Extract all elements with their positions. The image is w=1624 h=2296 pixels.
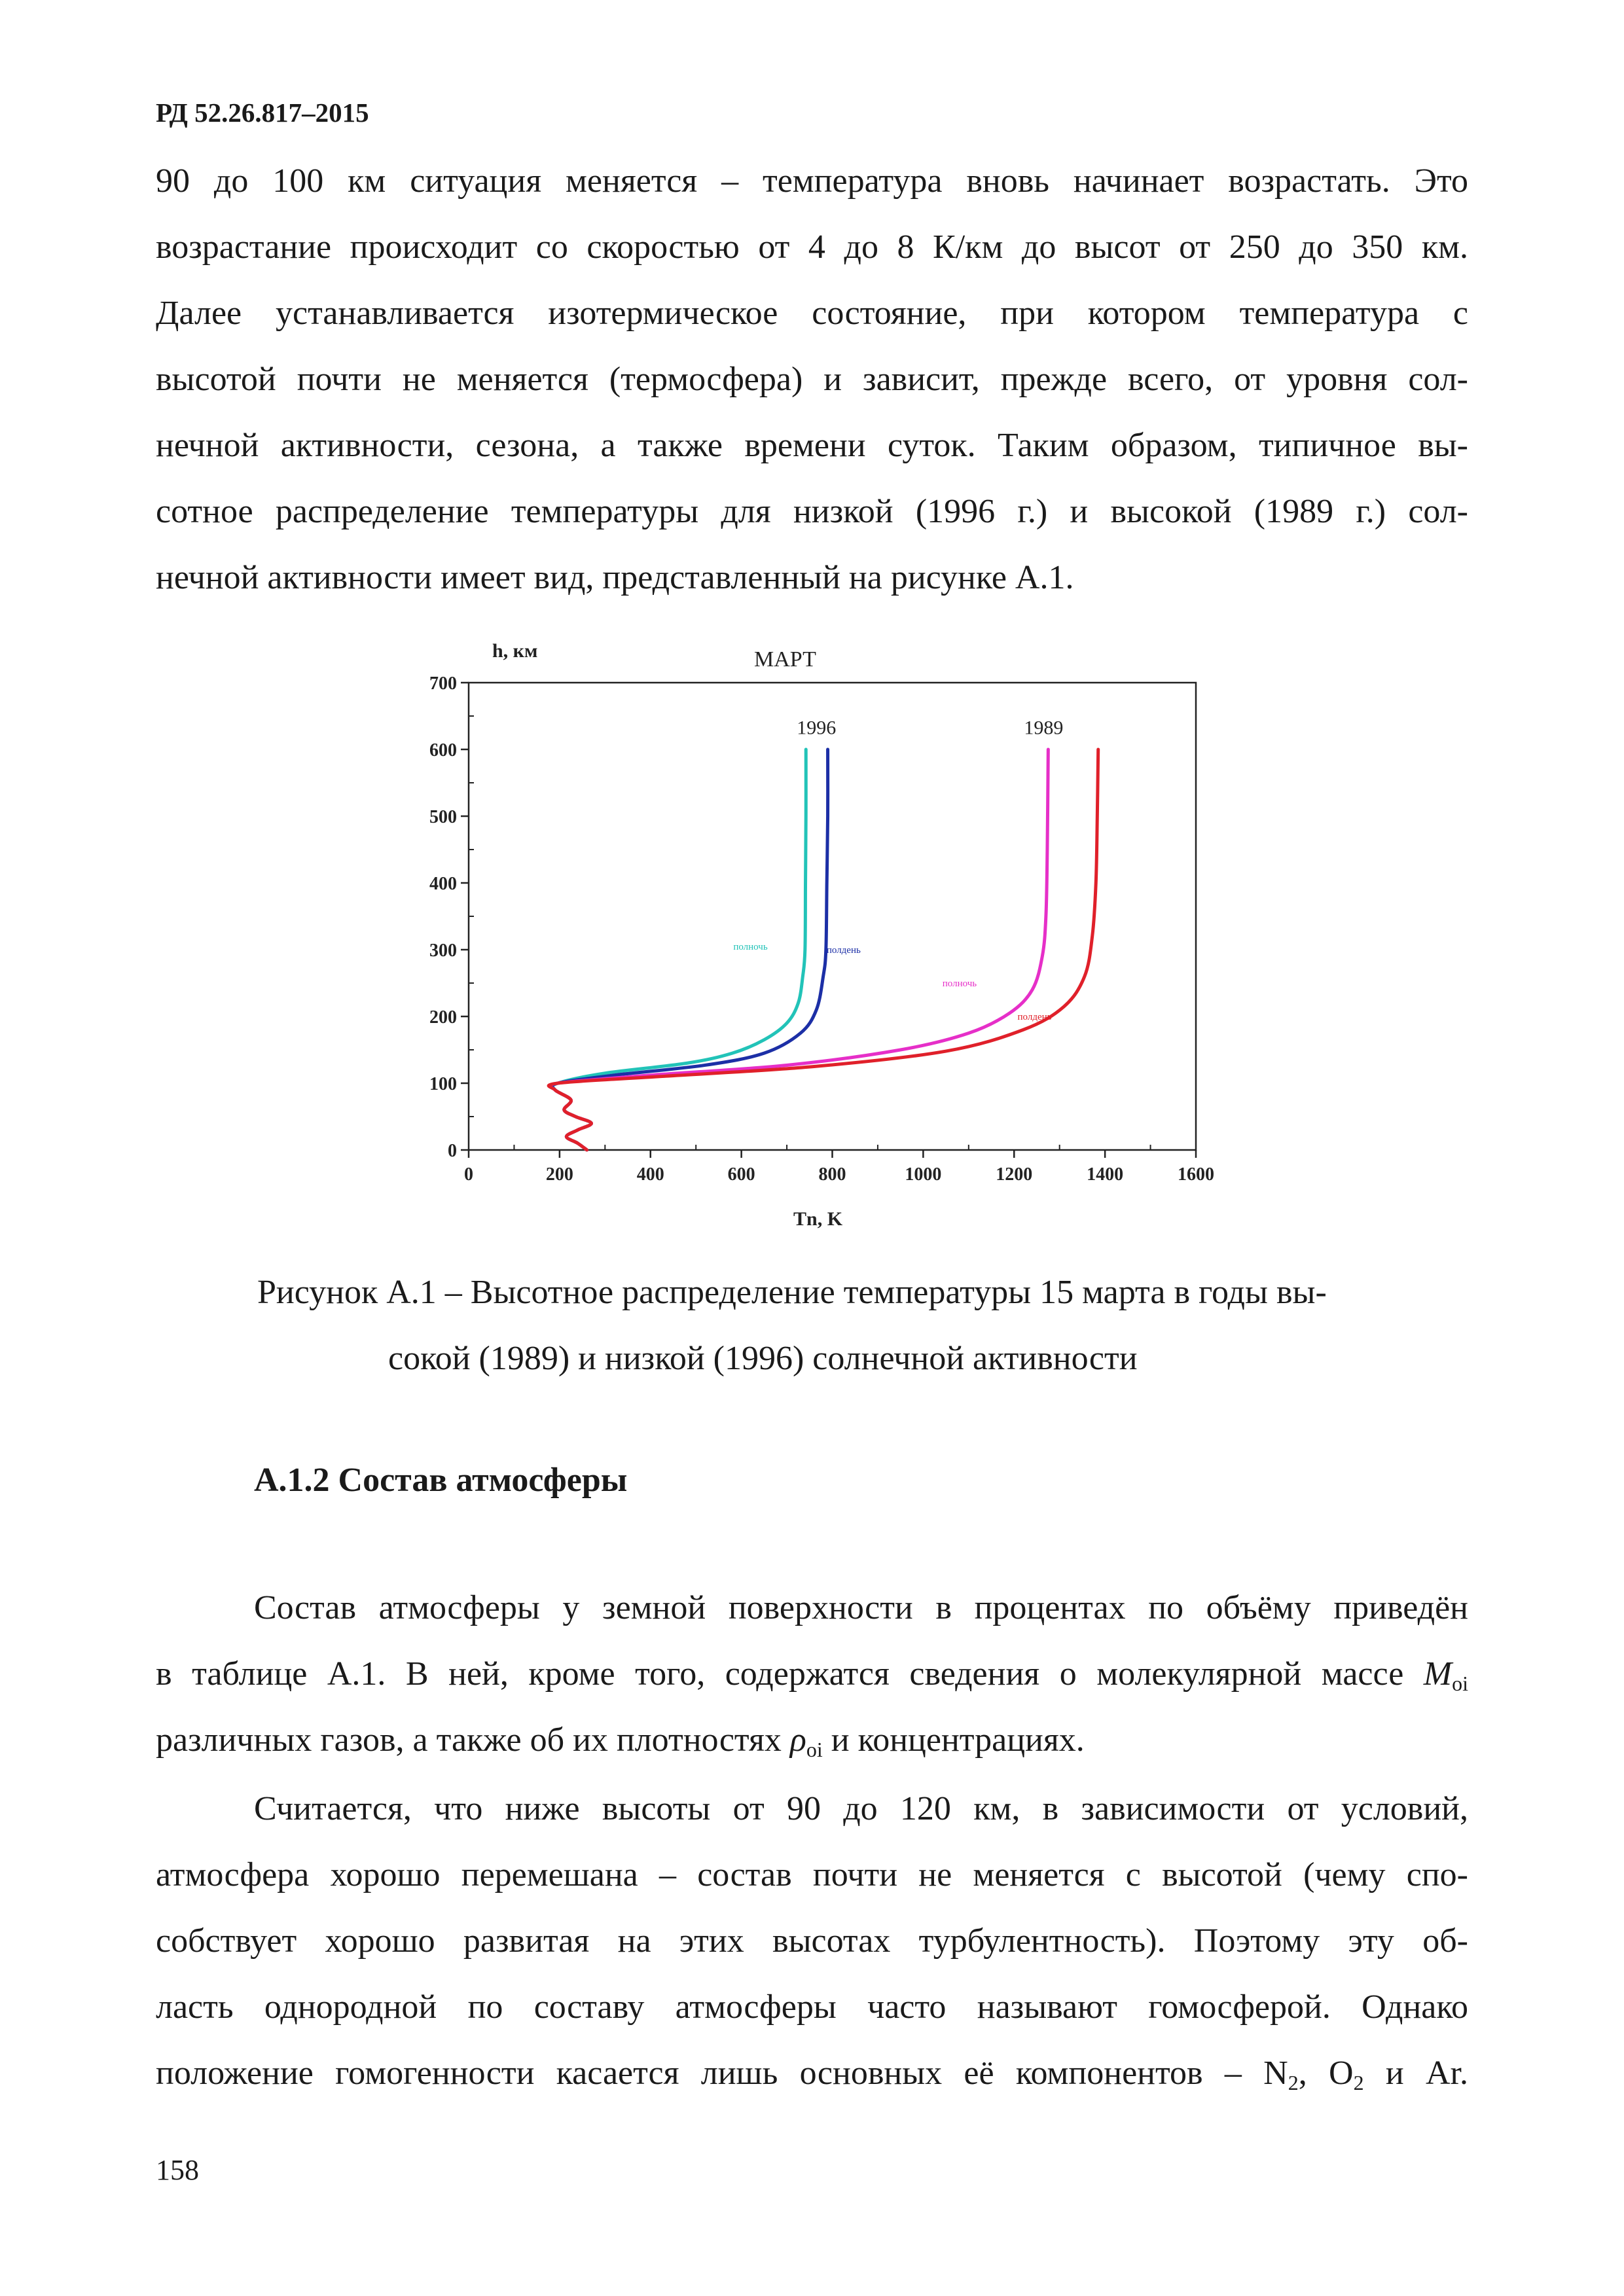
x-tick-label: 1400 [1087,1164,1124,1185]
x-tick-label: 0 [464,1164,473,1185]
section-heading: А.1.2 Состав атмосферы [254,1462,628,1499]
y-tick-label: 400 [429,874,457,894]
y-tick-label: 100 [429,1074,457,1094]
series-label-1996-midnight: полночь [733,942,768,952]
x-tick-label: 200 [545,1164,573,1185]
text-line: 90 до 100 км ситуация меняется – температура вновь начинает возрастать. Это [156,162,1468,200]
x-tick-label: 800 [818,1164,846,1185]
figure-temperature-profile [401,636,1225,1238]
series-line-1996-noon [552,749,828,1150]
y-tick-label: 300 [429,941,457,961]
text-line: нечной активности имеет вид, представленный на рисунке А.1. [156,559,1074,596]
body-paragraph-2 [156,1575,1468,1773]
series-label-1989-midnight: полночь [942,978,977,990]
body-paragraph-1 [156,148,1468,611]
text-line: Состав атмосферы у земной поверхности в процентах по объёму приведён [254,1589,1468,1626]
text-line: возрастание происходит со скоростью от 4 до 8 К/км до высот от 250 до 350 км. [156,228,1468,266]
x-tick-label: 600 [727,1164,755,1185]
temperature-altitude-chart [401,636,1225,1238]
x-axis-label: Tn, K [793,1208,843,1230]
text-line: Считается, что ниже высоты от 90 до 120 км, в зависимости от условий, [254,1790,1468,1827]
text-line: нечной активности, сезона, а также времени суток. Таким образом, типичное вы- [156,427,1468,464]
text-line: различных газов, а также об их плотностях $\rho_{oi}$ и концентрациях. [156,1721,1085,1761]
series-label-1996-noon: полдень [826,945,861,956]
x-tick-label: 1000 [905,1164,942,1185]
year-label-1996: 1996 [797,717,837,739]
text-line: атмосфера хорошо перемешана – состав почти не меняется с высотой (чему спо- [156,1856,1468,1893]
y-tick-label: 700 [429,673,457,694]
document-code: РД 52.26.817–2015 [156,98,369,128]
series-label-1989-noon: полдень [1017,1012,1052,1023]
text-line: собствует хорошо развитая на этих высотах турбулентность). Поэтому эту об- [156,1922,1468,1960]
y-tick-label: 600 [429,740,457,761]
chart-title: МАРТ [754,647,816,672]
caption-line: сокой (1989) и низкой (1996) солнечной активности [388,1340,1138,1377]
text-line: Далее устанавливается изотермическое состояние, при котором температура с [156,295,1468,332]
x-tick-label: 1600 [1178,1164,1214,1185]
y-tick-label: 0 [448,1141,457,1161]
series-line-1989-noon [549,749,1098,1150]
x-tick-label: 400 [636,1164,664,1185]
text-line: ласть однородной по составу атмосферы часто называют гомосферой. Однако [156,1988,1468,2026]
series-line-1996-midnight [552,749,806,1150]
text-line: сотное распределение температуры для низкой (1996 г.) и высокой (1989 г.) сол- [156,493,1468,530]
density-symbol: ρ [789,1721,806,1759]
year-label-1989: 1989 [1024,717,1064,739]
series-line-1989-midnight [549,749,1048,1150]
page-number: 158 [156,2154,199,2186]
y-tick-label: 500 [429,807,457,827]
text-line: высотой почти не меняется (термосфера) и зависит, прежде всего, от уровня сол- [156,361,1468,398]
figure-caption [156,1259,1468,1391]
text-line: в таблице А.1. В ней, кроме того, содержатся сведения о молекулярной массе $M_{oi}$ [156,1655,1468,1695]
molar-mass-symbol: M [1423,1655,1453,1693]
body-paragraph-3 [156,1776,1468,2106]
caption-line: Рисунок А.1 – Высотное распределение температуры 15 марта в годы вы- [257,1274,1327,1311]
x-tick-label: 1200 [996,1164,1033,1185]
y-tick-label: 200 [429,1007,457,1028]
text-line: положение гомогенности касается лишь основных её компонентов – $N_2$, $O_2$ и Ar. [156,2054,1468,2094]
y-axis-label: h, км [492,640,538,662]
